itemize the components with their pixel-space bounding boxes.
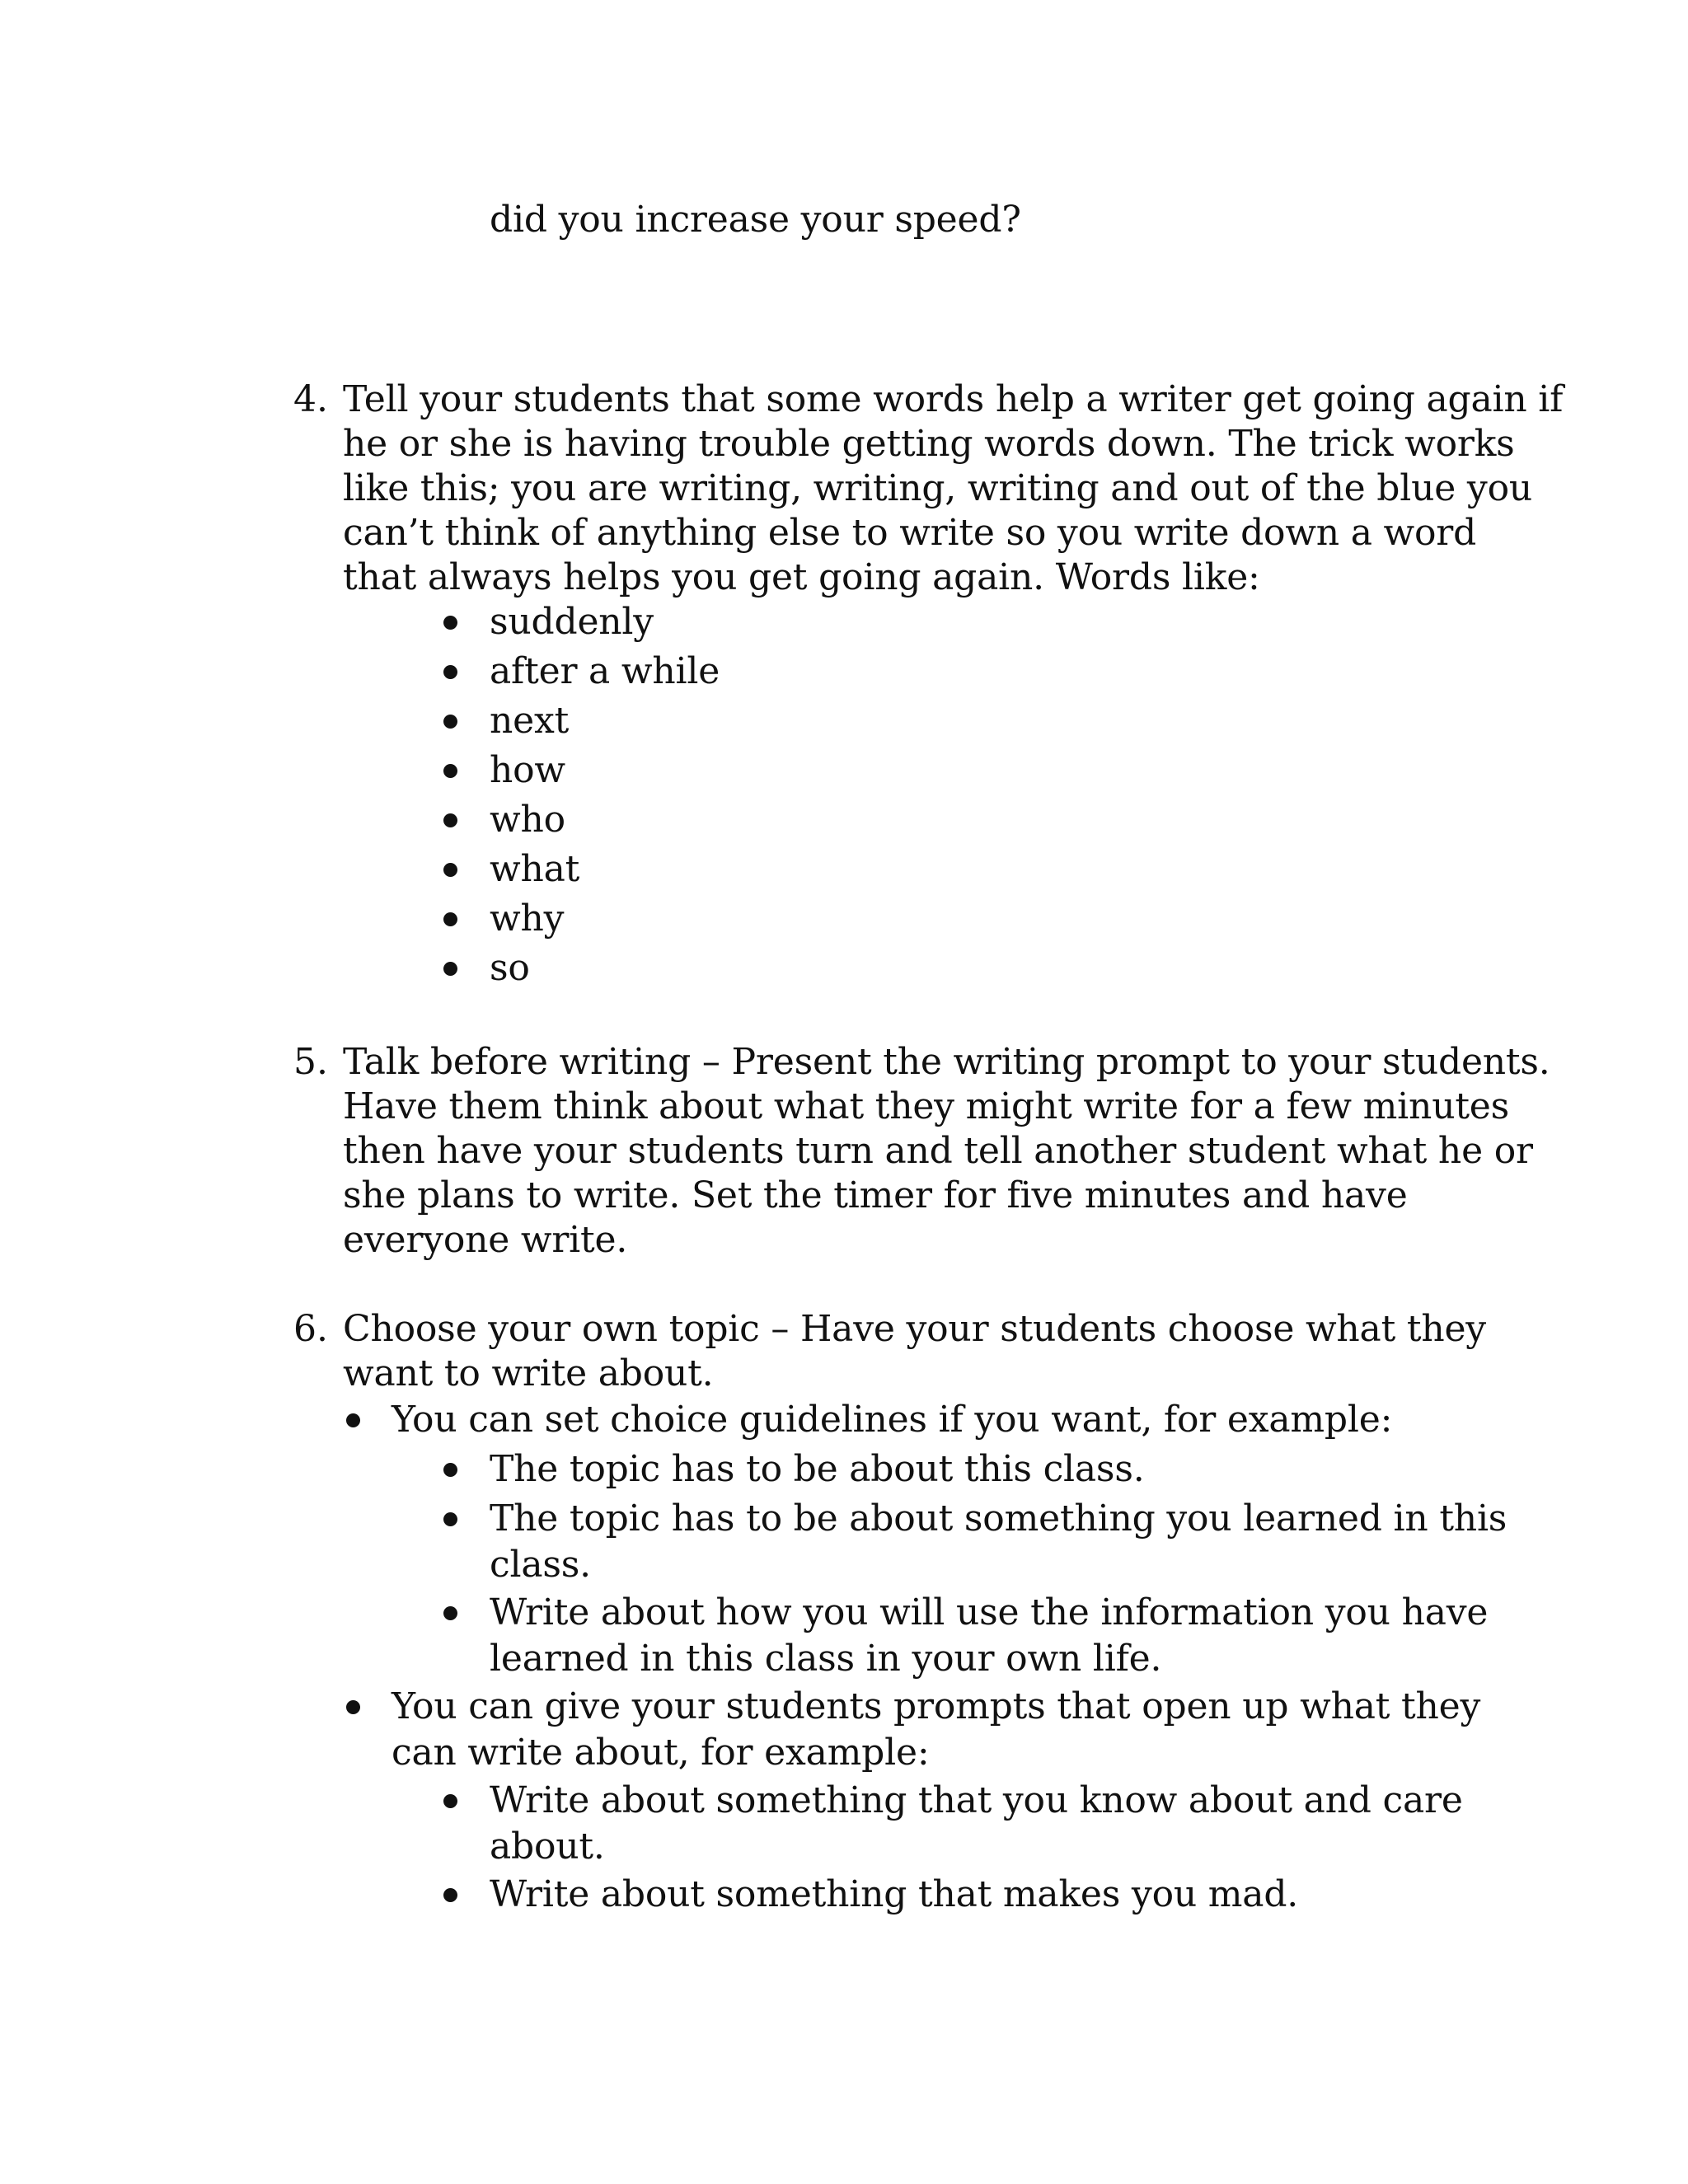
guidelines-intro: You can set choice guidelines if you want, for example:: [392, 1399, 1393, 1441]
bullet-icon: [443, 863, 457, 877]
bullet-icon: [443, 1794, 457, 1808]
item-5-line: then have your students turn and tell another student what he or: [343, 1130, 1533, 1172]
item-4-line: like this; you are writing, writing, writing and out of the blue you: [343, 467, 1532, 509]
item-5-line: she plans to write. Set the timer for five minutes and have: [343, 1174, 1408, 1216]
guideline-item-cont: class.: [490, 1544, 591, 1586]
prompt-item: Write about something that you know about and care: [490, 1779, 1463, 1821]
item-6-line: want to write about.: [343, 1352, 714, 1394]
item-4-number: 4.: [293, 378, 328, 420]
item-5-line: Talk before writing – Present the writing prompt to your students.: [343, 1041, 1550, 1083]
word-list-item: what: [490, 848, 580, 890]
item-5-number: 5.: [293, 1041, 328, 1083]
word-list-item: after a while: [490, 650, 720, 692]
bullet-icon: [443, 962, 457, 976]
bullet-icon: [443, 665, 457, 679]
word-list-item: how: [490, 749, 565, 791]
prompt-item: Write about something that makes you mad.: [490, 1873, 1299, 1915]
bullet-icon: [346, 1700, 360, 1714]
prompts-intro: You can give your students prompts that open up what they: [392, 1685, 1481, 1727]
bullet-icon: [443, 1606, 457, 1620]
bullet-icon: [443, 1888, 457, 1902]
bullet-icon: [443, 1463, 457, 1477]
word-list-item: so: [490, 947, 530, 989]
word-list-item: who: [490, 799, 565, 841]
item-4-line: Tell your students that some words help a writer get going again if: [343, 378, 1564, 420]
word-list-item: next: [490, 700, 570, 742]
bullet-icon: [443, 715, 457, 729]
item-6-number: 6.: [293, 1308, 328, 1350]
bullet-icon: [443, 813, 457, 827]
bullet-icon: [346, 1413, 360, 1427]
item-5-line: Have them think about what they might write for a few minutes: [343, 1085, 1510, 1127]
guideline-item: Write about how you will use the information you have: [490, 1591, 1489, 1633]
prompt-item-cont: about.: [490, 1825, 605, 1868]
item-5-line: everyone write.: [343, 1219, 628, 1261]
bullet-icon: [443, 1512, 457, 1526]
item-4-line: that always helps you get going again. Words like:: [343, 556, 1260, 598]
item-4-line: he or she is having trouble getting words down. The trick works: [343, 423, 1515, 465]
bullet-icon: [443, 912, 457, 926]
bullet-icon: [443, 616, 457, 630]
guideline-item: The topic has to be about this class.: [490, 1448, 1145, 1490]
continuation-text: did you increase your speed?: [490, 199, 1021, 241]
word-list-item: suddenly: [490, 601, 654, 643]
item-4-line: can’t think of anything else to write so you write down a word: [343, 512, 1477, 554]
item-6-line: Choose your own topic – Have your students choose what they: [343, 1308, 1486, 1350]
word-list-item: why: [490, 898, 565, 940]
guideline-item-cont: learned in this class in your own life.: [490, 1638, 1162, 1680]
bullet-icon: [443, 764, 457, 778]
prompts-intro-cont: can write about, for example:: [392, 1732, 930, 1774]
guideline-item: The topic has to be about something you learned in this: [490, 1497, 1507, 1540]
